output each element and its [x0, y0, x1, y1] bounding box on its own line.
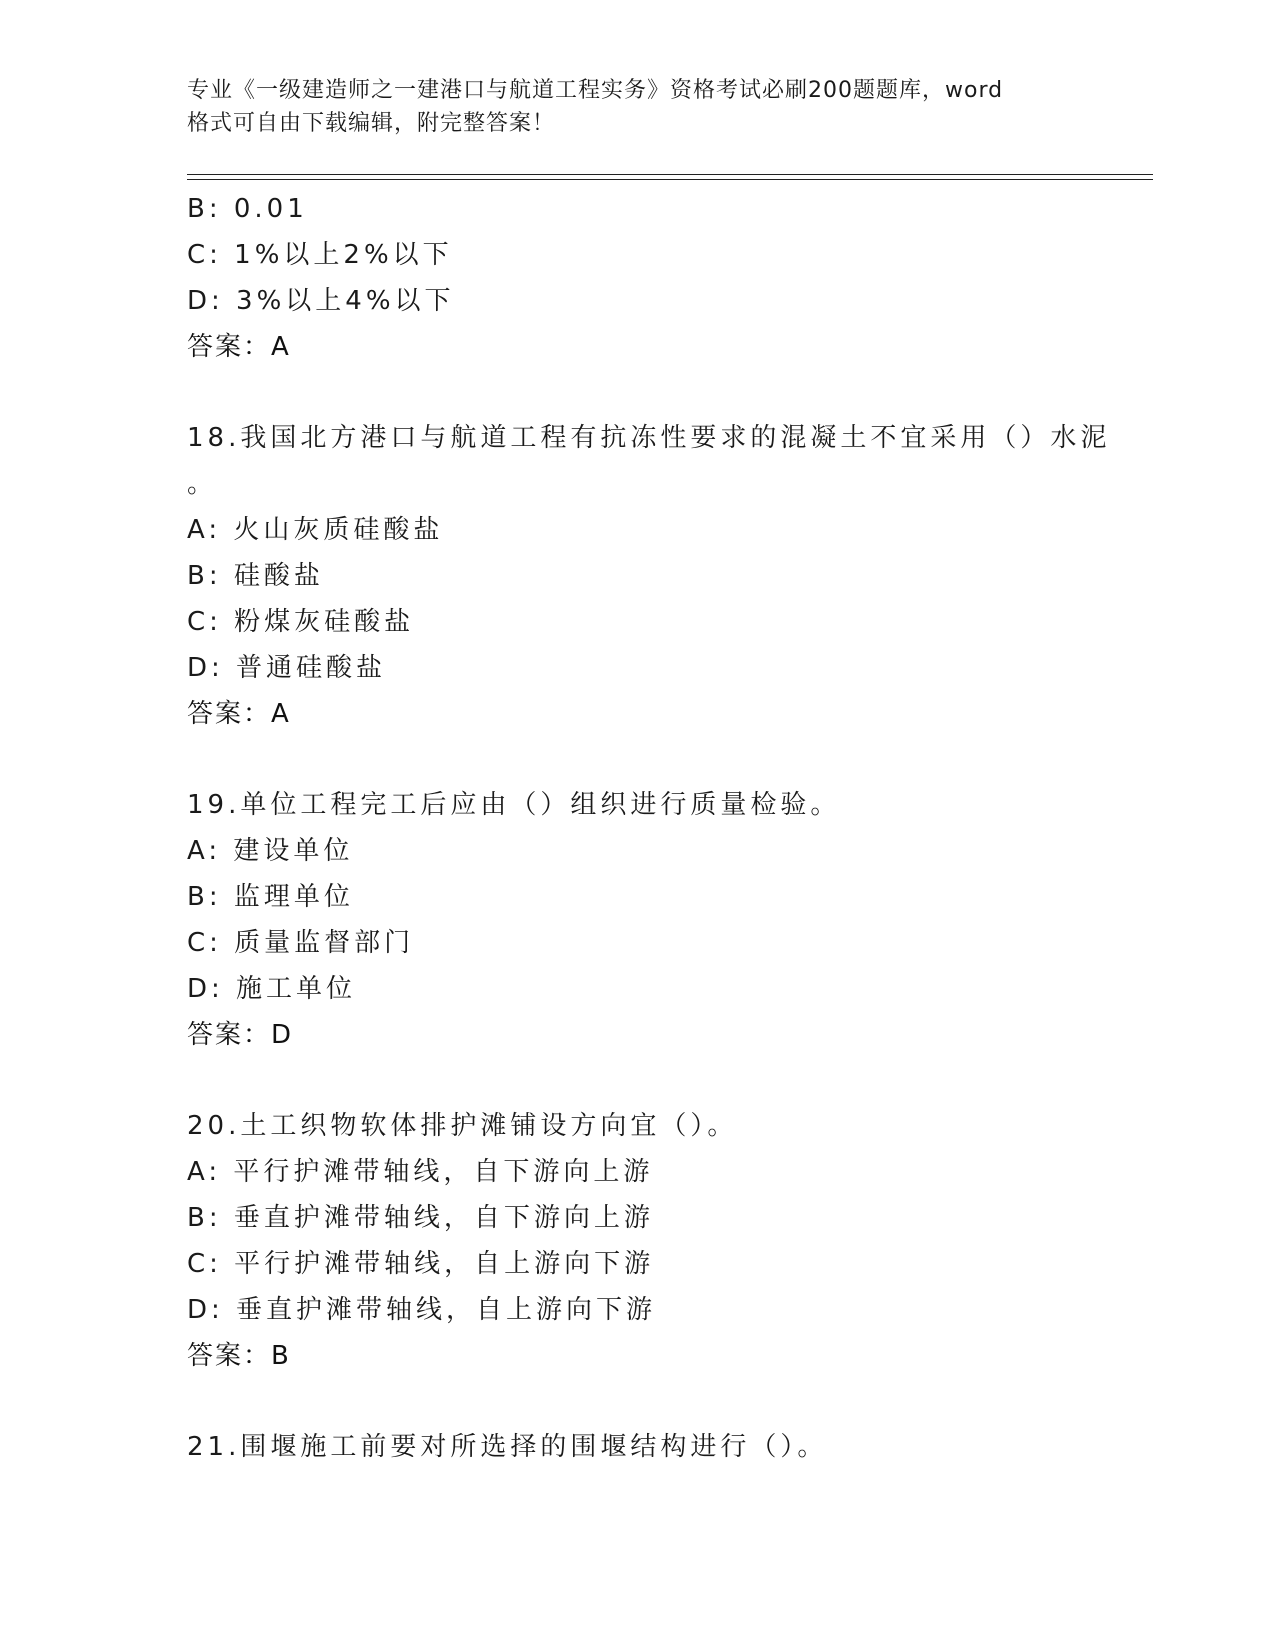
question-stem: 19.单位工程完工后应由（）组织进行质量检验。: [187, 790, 841, 820]
question-stem: 18.我国北方港口与航道工程有抗冻性要求的混凝土不宜采用（）水泥: [187, 423, 1111, 453]
option-d: D: 垂直护滩带轴线，自上游向下游: [187, 1295, 657, 1325]
question-20: [187, 1103, 1087, 1379]
header-title-line-2: 格式可自由下载编辑，附完整答案！: [187, 111, 556, 136]
header-divider-bottom: [187, 179, 1153, 180]
document-header: [187, 74, 1067, 140]
option-c: C: 粉煤灰硅酸盐: [187, 607, 415, 637]
question-17-tail: [187, 186, 1087, 370]
option-a: A: 建设单位: [187, 836, 354, 866]
answer-label: 答案：B: [187, 1341, 291, 1371]
option-d: D: 普通硅酸盐: [187, 653, 387, 683]
question-stem: 20.土工织物软体排护滩铺设方向宜（）。: [187, 1111, 738, 1141]
answer-label: 答案：A: [187, 699, 291, 729]
option-d: D: 施工单位: [187, 974, 357, 1004]
answer-label: 答案：A: [187, 332, 291, 362]
answer-label: 答案：D: [187, 1020, 294, 1050]
option-c: C: 1%以上2%以下: [187, 240, 453, 270]
option-a: A: 火山灰质硅酸盐: [187, 515, 444, 545]
header-title-line-1: 专业《一级建造师之一建港口与航道工程实务》资格考试必刷200题题库，word: [187, 78, 1004, 103]
option-b: B: 垂直护滩带轴线，自下游向上游: [187, 1203, 654, 1233]
question-19: [187, 782, 1087, 1058]
option-b: B: 硅酸盐: [187, 561, 324, 591]
header-divider-top: [187, 174, 1153, 175]
option-b: B: 监理单位: [187, 882, 354, 912]
question-stem: 21.围堰施工前要对所选择的围堰结构进行（）。: [187, 1432, 828, 1462]
option-a: A: 平行护滩带轴线，自下游向上游: [187, 1157, 654, 1187]
option-d: D: 3%以上4%以下: [187, 286, 455, 316]
question-stem-continuation: 。: [187, 469, 218, 499]
question-21: [187, 1424, 1087, 1470]
option-c: C: 平行护滩带轴线，自上游向下游: [187, 1249, 655, 1279]
question-list: [187, 186, 1111, 1470]
option-b: B: 0.01: [187, 194, 308, 224]
option-c: C: 质量监督部门: [187, 928, 415, 958]
question-18: [187, 415, 1111, 737]
